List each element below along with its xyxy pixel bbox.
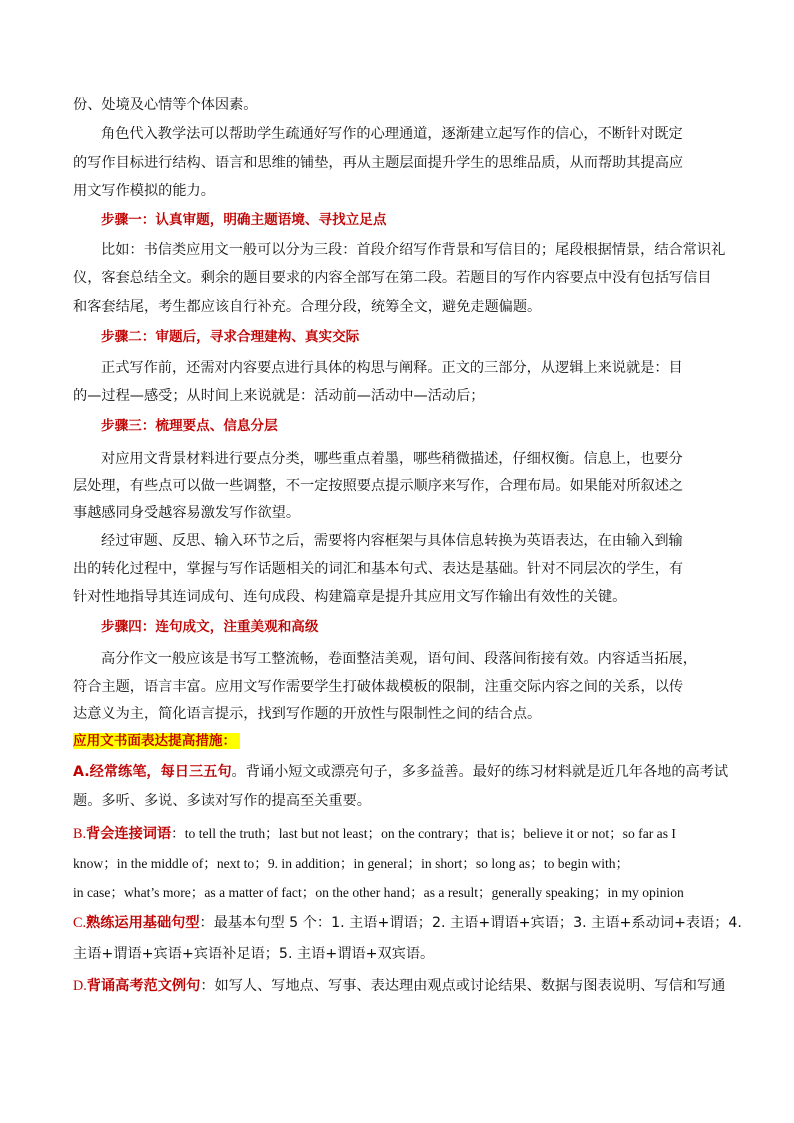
- measure-a-text: 。背诵小短文或漂亮句子，多多益善。最好的练习材料就是近几年各地的高考试: [231, 764, 729, 780]
- paragraph-line: 层处理，有些点可以做一些调整，不一定按照要点提示顺序来写作，合理布局。如果能对所叙述之: [73, 478, 684, 494]
- paragraph-line: 用文写作模拟的能力。: [73, 183, 215, 199]
- step-heading-4: 步骤四：连句成文，注重美观和高级: [101, 619, 319, 635]
- measures-title: [73, 731, 240, 751]
- measure-b-line: [73, 824, 676, 844]
- step-heading-1: 步骤一：认真审题，明确主题语境、寻找立足点: [101, 212, 387, 228]
- paragraph-line: 题。多听、多说、多读对写作的提高至关重要。: [73, 793, 371, 809]
- paragraph-line: 出的转化过程中，掌握与写作话题相关的词汇和基本句式、表达是基础。针对不同层次的学生，有: [73, 561, 684, 577]
- paragraph-line: 经过审题、反思、输入环节之后，需要将内容框架与具体信息转换为英语表达，在由输入到输: [101, 533, 683, 549]
- measure-b-label: 背会连接词语: [86, 826, 172, 842]
- measure-d-prefix: D.: [73, 978, 87, 994]
- paragraph-line: 事越感同身受越容易激发写作欲望。: [73, 505, 301, 521]
- paragraph-line: 仪，客套总结全文。剩余的题目要求的内容全部写在第二段。若题目的写作内容要点中没有包括写信目: [73, 270, 712, 286]
- measure-c-label: 熟练运用基础句型: [86, 915, 200, 931]
- measure-a-label: A.经常练笔，每日三五句: [73, 764, 232, 780]
- measure-c-prefix: C.: [73, 915, 87, 931]
- paragraph-line: 的—过程—感受；从时间上来说就是：活动前—活动中—活动后；: [73, 388, 485, 404]
- measure-b-prefix: B.: [73, 826, 87, 842]
- measure-c-text: ：最基本句型 5 个：1. 主语+谓语；2. 主语+谓语+宾语；3. 主语+系动词+表语；4.: [199, 915, 742, 931]
- measure-b-text: ：to tell the truth；last but not least；on the contrary；that is；believe it or not；so far as I: [171, 826, 676, 841]
- paragraph-line: 达意义为主，简化语言提示，找到写作题的开放性与限制性之间的结合点。: [73, 706, 542, 722]
- paragraph-line: in case；what’s more；as a matter of fact；on the other hand；as a result；generally speaking；in my opinion: [73, 885, 684, 900]
- measure-a-line: [73, 762, 728, 782]
- paragraph-line: 针对性地指导其连词成句、连句成段、构建篇章是提升其应用文写作输出有效性的关键。: [73, 589, 627, 605]
- highlighted-title: 应用文书面表达提高措施：: [73, 733, 240, 749]
- paragraph-line: 份、处境及心情等个体因素。: [73, 97, 258, 113]
- paragraph-line: know；in the middle of；next to；9. in addition；in general；in short；so long as；to begin with；: [73, 856, 630, 871]
- measure-d-text: ：如写人、写地点、写事、表达理由观点或讨论结果、数据与图表说明、写信和写通: [200, 978, 726, 994]
- paragraph-line: 比如：书信类应用文一般可以分为三段：首段介绍写作背景和写信目的；尾段根据情景，结合常识礼: [101, 242, 726, 258]
- step-heading-2: 步骤二：审题后，寻求合理建构、真实交际: [101, 329, 360, 345]
- measure-c-line: [73, 913, 742, 933]
- paragraph-line: 符合主题，语言丰富。应用文写作需要学生打破体裁模板的限制，注重交际内容之间的关系，以传: [73, 679, 684, 695]
- paragraph-line: 的写作目标进行结构、语言和思维的铺垫，再从主题层面提升学生的思维品质，从而帮助其提高应: [73, 155, 684, 171]
- paragraph-line: 正式写作前，还需对内容要点进行具体的构思与阐释。正文的三部分，从逻辑上来说就是：目: [101, 360, 683, 376]
- measure-d-line: [73, 976, 725, 996]
- measure-d-label: 背诵高考范文例句: [86, 978, 201, 994]
- paragraph-line: 主语+谓语+宾语+宾语补足语；5. 主语+谓语+双宾语。: [73, 946, 435, 962]
- paragraph-line: 角色代入教学法可以帮助学生疏通好写作的心理通道，逐渐建立起写作的信心，不断针对既定: [101, 126, 683, 142]
- paragraph-line: 和客套结尾，考生都应该自行补充。合理分段，统筹全文，避免走题偏题。: [73, 299, 542, 315]
- paragraph-line: 对应用文背景材料进行要点分类，哪些重点着墨，哪些稍微描述，仔细权衡。信息上，也要分: [101, 451, 683, 467]
- paragraph-line: 高分作文一般应该是书写工整流畅，卷面整洁美观，语句间、段落间衔接有效。内容适当拓展，: [101, 651, 697, 667]
- step-heading-3: 步骤三：梳理要点、信息分层: [101, 418, 278, 434]
